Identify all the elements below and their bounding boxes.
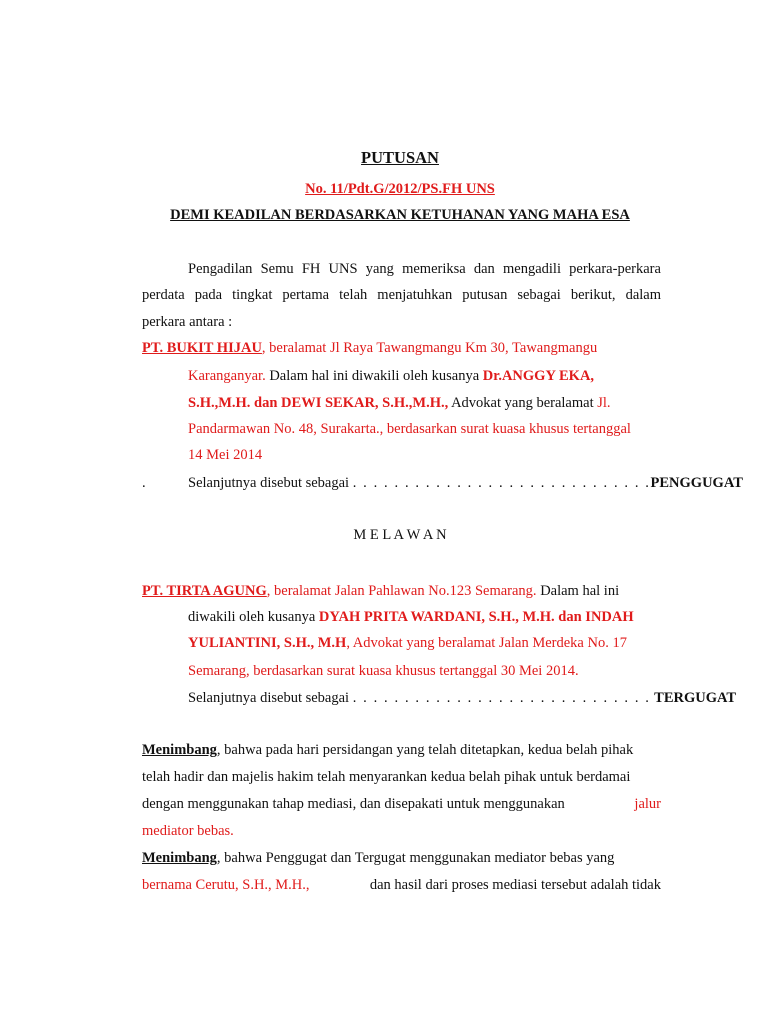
motto: DEMI KEADILAN BERDASARKAN KETUHANAN YANG MAHA ESA [170, 207, 630, 223]
defendant-line-3: YULIANTINI, S.H., M.H, Advokat yang beralamat Jalan Merdeka No. 17 [188, 635, 627, 651]
intro-line-1: Pengadilan Semu FH UNS yang memeriksa dan mengadili perkara-perkara [188, 261, 661, 277]
plaintiff-name: PT. BUKIT HIJAU [142, 340, 262, 356]
plaintiff-lawyer-1: Dr.ANGGY EKA, [482, 368, 595, 384]
defendant-line-2: diwakili oleh kusanya DYAH PRITA WARDANI, S.H., M.H. dan INDAH [188, 609, 634, 625]
consideration-1-line-4: mediator bebas. [142, 823, 234, 839]
plaintiff-lawyer-2: S.H.,M.H. dan DEWI SEKAR, S.H.,M.H., [188, 395, 449, 411]
defendant-name: PT. TIRTA AGUNG [142, 583, 267, 599]
defendant-lawyer-1: DYAH PRITA WARDANI, S.H., M.H. dan INDAH [318, 609, 634, 625]
consideration-2-line-1: Menimbang, bahwa Penggugat dan Tergugat menggunakan mediator bebas yang [142, 850, 615, 866]
defendant-designation: Selanjutnya disebut sebagai . . . . . . . . . . . . . . . . . . . . . . . . . . . . . TERGUGAT [188, 690, 737, 706]
plaintiff-address-2: Karanganyar. [188, 368, 266, 384]
defendant-line-1: PT. TIRTA AGUNG, beralamat Jalan Pahlawan No.123 Semarang. Dalam hal ini [142, 583, 620, 599]
plaintiff-designation: Selanjutnya disebut sebagai . . . . . . . . . . . . . . . . . . . . . . . . . . . . .PENGGUGAT [188, 475, 743, 491]
consideration-2-line-2: bernama Cerutu, S.H., M.H., dan hasil dari proses mediasi tersebut adalah tidak [142, 877, 661, 893]
consideration-2-label: Menimbang [142, 850, 217, 866]
plaintiff-role: PENGGUGAT [650, 475, 743, 491]
defendant-line-4: Semarang, berdasarkan surat kuasa khusus tertanggal 30 Mei 2014. [188, 663, 579, 679]
consideration-1-line-1: Menimbang, bahwa pada hari persidangan yang telah ditetapkan, kedua belah pihak [142, 742, 634, 758]
defendant-address: , beralamat Jalan Pahlawan No.123 Semarang. [266, 583, 537, 599]
plaintiff-line-2: Karanganyar. Dalam hal ini diwakili oleh kusanya Dr.ANGGY EKA, [188, 368, 595, 384]
plaintiff-line-4: Pandarmawan No. 48, Surakarta., berdasarkan surat kuasa khusus tertanggal [188, 421, 631, 437]
plaintiff-bullet: . [142, 475, 146, 491]
versus-heading: M E L A W A N [353, 527, 447, 543]
defendant-role: TERGUGAT [654, 690, 737, 706]
consideration-1-label: Menimbang [142, 742, 217, 758]
consideration-1-line-2: telah hadir dan majelis hakim telah menyarankan kedua belah pihak untuk berdamai [142, 769, 631, 785]
case-number: No. 11/Pdt.G/2012/PS.FH UNS [305, 181, 495, 197]
consideration-1-line-3: dengan menggunakan tahap mediasi, dan disepakati untuk menggunakan jalur [142, 796, 661, 812]
defendant-lawyer-2: YULIANTINI, S.H., M.H [188, 635, 347, 651]
plaintiff-line-1 [142, 339, 597, 358]
plaintiff-line-3: S.H.,M.H. dan DEWI SEKAR, S.H.,M.H., Advokat yang beralamat Jl. [188, 395, 611, 411]
plaintiff-address-1: , beralamat Jl Raya Tawangmangu Km 30, Tawangmangu [261, 340, 598, 356]
plaintiff-line-5: 14 Mei 2014 [188, 447, 263, 463]
intro-line-2: perdata pada tingkat pertama telah menjatuhkan putusan sebagai berikut, dalam [142, 287, 661, 303]
intro-line-3: perkara antara : [142, 314, 233, 330]
document-title: PUTUSAN [361, 148, 439, 167]
